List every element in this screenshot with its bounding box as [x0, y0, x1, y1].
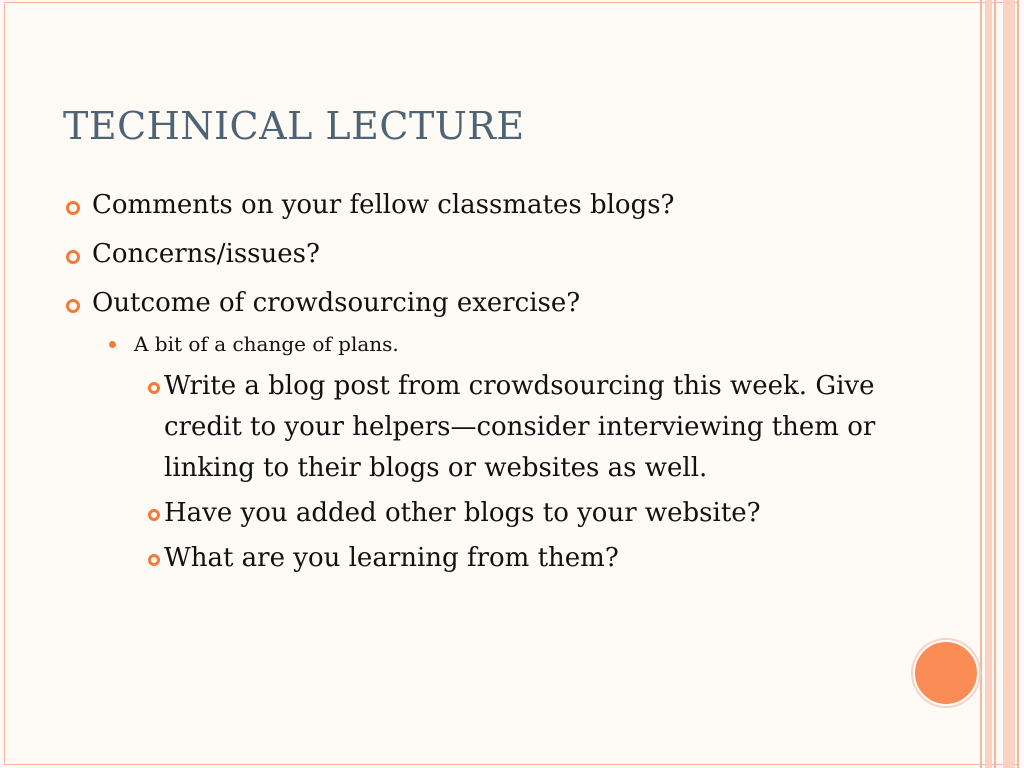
sub-sub-bullet-item [60, 366, 920, 489]
bullet-list [60, 188, 920, 583]
bullet-text: Have you added other blogs to your website? [164, 498, 761, 528]
decorative-stripe [994, 0, 996, 768]
sub-sub-bullet-item [60, 538, 920, 579]
bullet-text: What are you learning from them? [164, 543, 619, 573]
decorative-circle-icon [913, 640, 979, 706]
slide-title: TECHNICAL LECTURE [63, 104, 525, 148]
bullet-item [60, 286, 920, 320]
bullet-item [60, 237, 920, 271]
orange-ring-bullet-icon [148, 382, 160, 394]
decorative-stripe [1017, 0, 1019, 768]
orange-ring-bullet-icon [66, 250, 80, 264]
bullet-item [60, 188, 920, 222]
orange-ring-bullet-icon [66, 299, 80, 313]
bullet-text: A bit of a change of plans. [134, 332, 399, 356]
orange-ring-bullet-icon [66, 201, 80, 215]
bullet-text: Write a blog post from crowdsourcing this week. Give credit to your helpers—consider interviewing them or linking to their blogs or websites as well. [164, 371, 876, 483]
orange-dot-bullet-icon [109, 341, 116, 348]
orange-ring-bullet-icon [148, 509, 160, 521]
decorative-stripe [985, 0, 992, 768]
bullet-text: Concerns/issues? [92, 239, 320, 269]
sub-sub-bullet-item [60, 493, 920, 534]
orange-ring-bullet-icon [148, 554, 160, 566]
bullet-text: Outcome of crowdsourcing exercise? [92, 288, 581, 318]
sub-bullet-item [60, 330, 920, 358]
decorative-stripe [980, 0, 982, 768]
bullet-text: Comments on your fellow classmates blogs? [92, 190, 675, 220]
decorative-stripe [1003, 0, 1015, 768]
